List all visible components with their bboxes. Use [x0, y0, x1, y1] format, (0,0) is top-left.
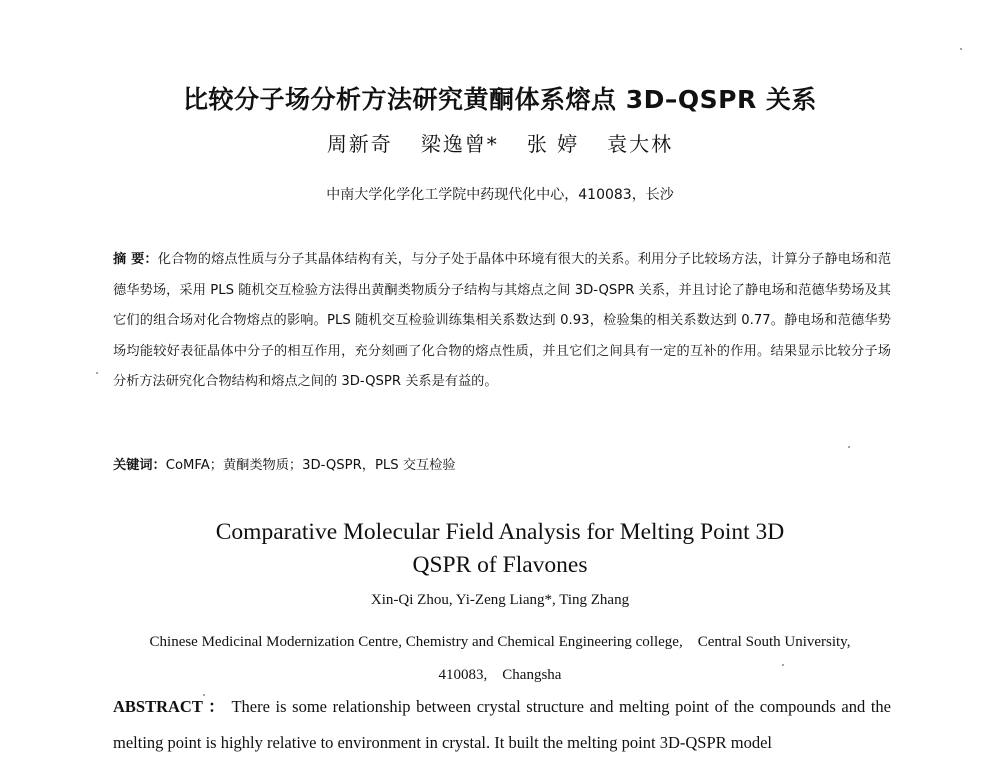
english-affiliation-line-1: Chinese Medicinal Modernization Centre, Chemistry and Chemical Engineering college, Central South University,	[149, 634, 851, 650]
author-1: 周新奇	[326, 132, 393, 156]
english-authors: Xin-Qi Zhou, Yi-Zeng Liang*, Ting Zhang	[370, 592, 630, 608]
author-3: 张 婷	[526, 132, 580, 156]
english-abstract	[113, 689, 891, 761]
chinese-abstract-label: 摘 要：	[113, 252, 158, 267]
english-abstract-label: ABSTRACT ：	[113, 697, 227, 716]
author-4: 袁大林	[607, 132, 674, 156]
author-2: 梁逸曾*	[420, 132, 499, 156]
chinese-keywords-text: CoMFA；黄酮类物质；3D-QSPR，PLS 交互检验	[165, 458, 456, 473]
chinese-abstract-text: 化合物的熔点性质与分子其晶体结构有关，与分子处于晶体中环境有很大的关系。利用分子比较场方法，计算分子静电场和范德华势场，采用 PLS 随机交互检验方法得出黄酮类物质分子结构与其熔点之间 3D-QSPR 关系，并且讨论了静电场和范德华势场及其它们的组合场对化合物熔点的影响。PLS 随机交互检验训练集相关系数达到 0.93，检验集的相关系数达到 0.77。静电场和范德华势场均能较好表征晶体中分子的相互作用，充分刻画了化合物的熔点性质，并且它们之间具有一定的互补的作用。结果显示比较分子场分析方法研究化合物结构和熔点之间的 3D-QSPR 关系是有益的。	[113, 252, 892, 389]
chinese-abstract	[113, 245, 891, 398]
scan-speck	[960, 48, 962, 50]
english-title-line-2: QSPR of Flavones	[412, 552, 588, 578]
english-title	[0, 516, 1000, 582]
english-affiliation-line-2: 410083, Changsha	[438, 667, 562, 683]
scan-speck	[782, 664, 784, 666]
chinese-keywords	[113, 454, 891, 473]
chinese-authors	[0, 128, 1000, 157]
english-title-line-1: Comparative Molecular Field Analysis for Melting Point 3D	[215, 519, 785, 545]
chinese-title: 比较分子场分析方法研究黄酮体系熔点 3D–QSPR 关系	[183, 85, 817, 114]
chinese-keywords-label: 关键词：	[113, 458, 166, 473]
scan-speck	[96, 372, 98, 374]
chinese-affiliation: 中南大学化学化工学院中药现代化中心，410083，长沙	[326, 187, 674, 203]
scan-speck	[203, 694, 205, 696]
scan-speck	[848, 446, 850, 448]
english-affiliation	[0, 626, 1000, 692]
english-abstract-text: There is some relationship between crystal structure and melting point of the compounds and the melting point is highly relative to environment in crystal. It built the melting point 3D-QSPR model	[113, 697, 891, 752]
